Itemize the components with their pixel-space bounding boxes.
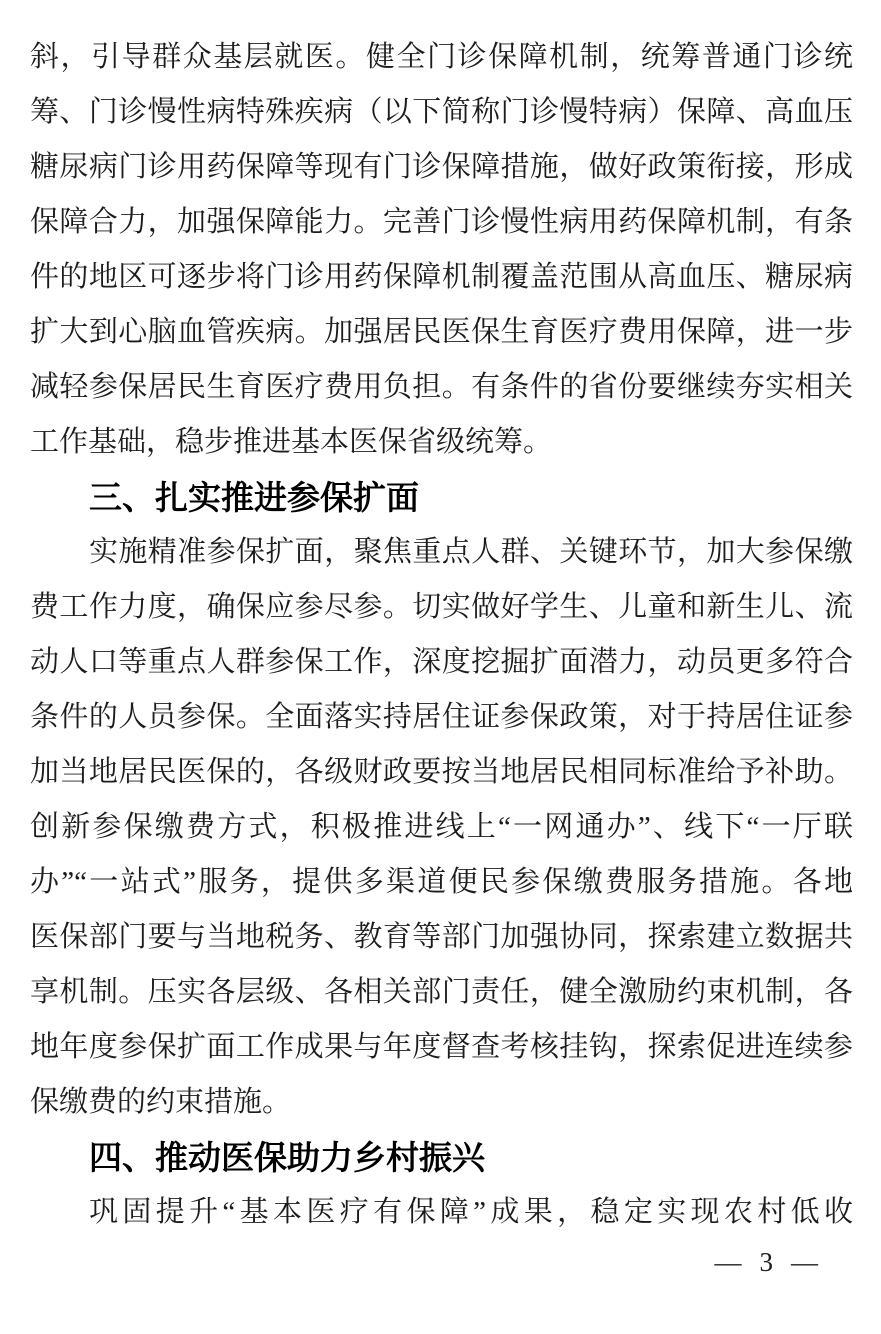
body-line: 工作基础，稳步推进基本医保省级统筹。 (30, 426, 553, 458)
body-line: 减轻参保居民生育医疗费用负担。有条件的省份要继续夯实相关 (30, 371, 853, 403)
section-heading-3: 三、扎实推进参保扩面 (89, 479, 419, 516)
body-line: 巩固提升“基本医疗有保障”成果，稳定实现农村低收 (89, 1196, 853, 1228)
body-line: 动人口等重点人群参保工作，深度挖掘扩面潜力，动员更多符合 (30, 646, 853, 678)
body-line: 筹、门诊慢性病特殊疾病（以下简称门诊慢特病）保障、高血压 (30, 96, 853, 128)
body-line: 糖尿病门诊用药保障等现有门诊保障措施，做好政策衔接，形成 (30, 151, 853, 183)
section-heading-4: 四、推动医保助力乡村振兴 (89, 1139, 485, 1176)
body-line: 享机制。压实各层级、各相关部门责任，健全激励约束机制，各 (30, 976, 853, 1008)
body-line: 医保部门要与当地税务、教育等部门加强协同，探索建立数据共 (30, 921, 853, 953)
body-line: 办”“一站式”服务，提供多渠道便民参保缴费服务措施。各地 (30, 866, 853, 898)
body-line: 件的地区可逐步将门诊用药保障机制覆盖范围从高血压、糖尿病 (30, 261, 853, 293)
footer-right-dash: — (791, 1247, 818, 1277)
footer-left-dash: — (714, 1247, 742, 1277)
body-line: 扩大到心脑血管疾病。加强居民医保生育医疗费用保障，进一步 (30, 316, 853, 348)
body-line: 费工作力度，确保应参尽参。切实做好学生、儿童和新生儿、流 (30, 591, 853, 623)
document-body (30, 30, 853, 1240)
page-footer (715, 1247, 819, 1278)
page-number: 3 (759, 1247, 773, 1277)
body-line: 实施精准参保扩面，聚焦重点人群、关键环节，加大参保缴 (89, 536, 853, 568)
body-line: 条件的人员参保。全面落实持居住证参保政策，对于持居住证参 (30, 701, 853, 733)
body-line: 斜，引导群众基层就医。健全门诊保障机制，统筹普通门诊统 (30, 41, 853, 73)
body-line: 地年度参保扩面工作成果与年度督查考核挂钩，探索促进连续参 (30, 1031, 853, 1063)
body-line: 保障合力，加强保障能力。完善门诊慢性病用药保障机制，有条 (30, 206, 853, 238)
body-line: 加当地居民医保的，各级财政要按当地居民相同标准给予补助。 (30, 756, 853, 788)
body-line: 保缴费的约束措施。 (30, 1086, 292, 1118)
body-line: 创新参保缴费方式，积极推进线上“一网通办”、线下“一厅联 (30, 811, 853, 843)
